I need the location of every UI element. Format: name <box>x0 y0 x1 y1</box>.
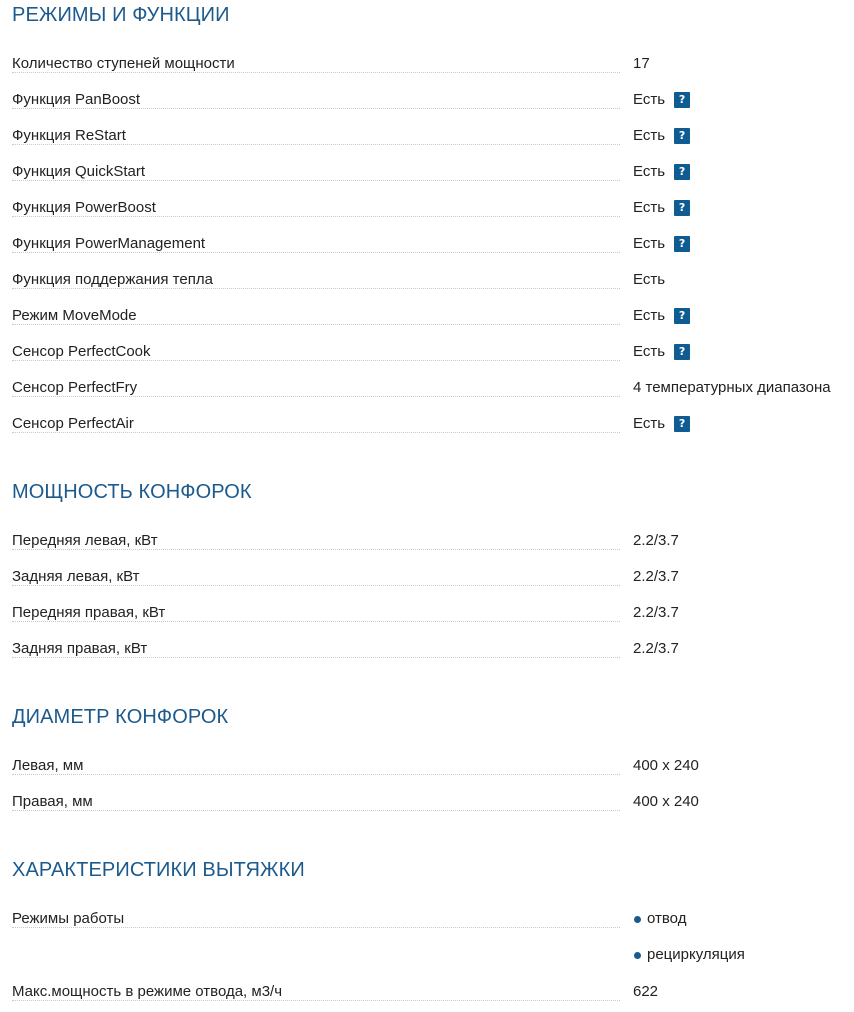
spec-row-keep-warm <box>12 270 852 292</box>
section-title-hood: ХАРАКТЕРИСТИКИ ВЫТЯЖКИ <box>12 859 305 881</box>
spec-row-rear-right <box>12 639 852 661</box>
spec-row-operating-modes-2 <box>12 945 852 967</box>
question-icon[interactable]: ? <box>674 92 690 108</box>
section-title-modes: РЕЖИМЫ И ФУНКЦИИ <box>12 4 230 26</box>
spec-row-quickstart <box>12 162 852 184</box>
spec-label: Передняя левая, кВт <box>12 531 620 551</box>
spec-row-powerboost <box>12 198 852 220</box>
spec-value: Есть ? <box>633 414 690 434</box>
section-title-burner-diameter: ДИАМЕТР КОНФОРОК <box>12 706 229 728</box>
spec-label: Сенсор PerfectFry <box>12 378 620 398</box>
spec-value: Есть <box>633 271 666 288</box>
spec-row-perfectair <box>12 414 852 436</box>
spec-value: 4 температурных диапазона <box>633 379 831 396</box>
spec-row-restart <box>12 126 852 148</box>
spec-row-right-diameter <box>12 792 852 814</box>
question-icon[interactable]: ? <box>674 200 690 216</box>
spec-value: 400 x 240 <box>633 757 699 774</box>
spec-value: 2.2/3.7 <box>633 532 679 549</box>
spec-row-perfectcook <box>12 342 852 364</box>
spec-label: Макс.мощность в режиме отвода, м3/ч <box>12 982 620 1002</box>
spec-label: Количество ступеней мощности <box>12 54 620 74</box>
spec-label: Режим MoveMode <box>12 306 620 326</box>
spec-label: Функция ReStart <box>12 126 620 146</box>
spec-label: Задняя правая, кВт <box>12 639 620 659</box>
spec-row-max-extraction <box>12 982 852 1004</box>
spec-label: Сенсор PerfectAir <box>12 414 620 434</box>
section-title-burner-power: МОЩНОСТЬ КОНФОРОК <box>12 481 252 503</box>
spec-row-power-levels <box>12 54 852 76</box>
spec-value: Есть ? <box>633 126 690 146</box>
question-icon[interactable]: ? <box>674 236 690 252</box>
spec-value: рециркуляция <box>633 945 745 965</box>
question-icon[interactable]: ? <box>674 308 690 324</box>
question-icon[interactable]: ? <box>674 128 690 144</box>
spec-row-front-right <box>12 603 852 625</box>
spec-value: Есть ? <box>633 162 690 182</box>
spec-value: Есть ? <box>633 90 690 110</box>
spec-row-powermanagement <box>12 234 852 256</box>
spec-value: Есть ? <box>633 198 690 218</box>
spec-value: 17 <box>633 55 650 72</box>
spec-label: Функция QuickStart <box>12 162 620 182</box>
spec-value: 2.2/3.7 <box>633 568 679 585</box>
spec-value: 622 <box>633 983 659 1000</box>
bullet-icon <box>634 952 641 959</box>
spec-label: Функция PowerBoost <box>12 198 620 218</box>
spec-label: Функция PanBoost <box>12 90 620 110</box>
bullet-icon <box>634 916 641 923</box>
spec-label: Задняя левая, кВт <box>12 567 620 587</box>
spec-row-front-left <box>12 531 852 553</box>
spec-label: Левая, мм <box>12 756 620 776</box>
spec-row-left-diameter <box>12 756 852 778</box>
spec-value: Есть ? <box>633 234 690 254</box>
spec-label: Режимы работы <box>12 909 620 929</box>
spec-row-panboost <box>12 90 852 112</box>
question-icon[interactable]: ? <box>674 344 690 360</box>
spec-label: Функция PowerManagement <box>12 234 620 254</box>
spec-row-rear-left <box>12 567 852 589</box>
question-icon[interactable]: ? <box>674 164 690 180</box>
spec-label: Передняя правая, кВт <box>12 603 620 623</box>
spec-value: Есть ? <box>633 306 690 326</box>
spec-value: 2.2/3.7 <box>633 604 679 621</box>
spec-value: отвод <box>633 909 686 929</box>
question-icon[interactable]: ? <box>674 416 690 432</box>
spec-label: Правая, мм <box>12 792 620 812</box>
spec-value: 2.2/3.7 <box>633 640 679 657</box>
spec-row-operating-modes <box>12 909 852 931</box>
spec-label: Функция поддержания тепла <box>12 270 620 290</box>
spec-value: 400 x 240 <box>633 793 699 810</box>
spec-label: Сенсор PerfectCook <box>12 342 620 362</box>
spec-row-movemode <box>12 306 852 328</box>
spec-value: Есть ? <box>633 342 690 362</box>
spec-row-perfectfry <box>12 378 852 400</box>
